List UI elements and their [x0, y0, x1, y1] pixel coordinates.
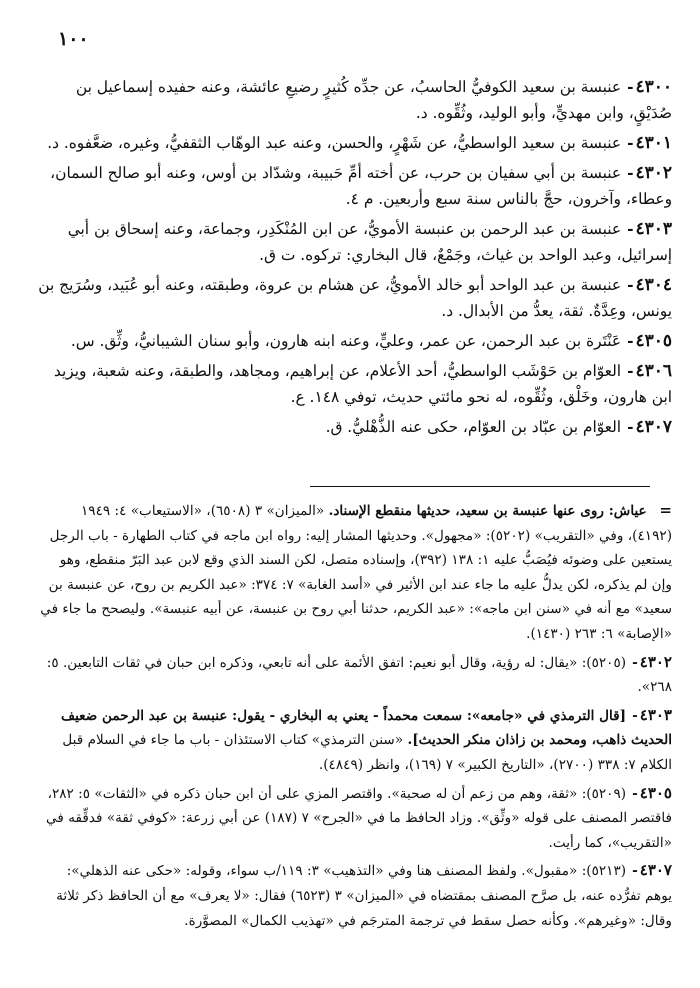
entry-number: ٤٣٠٢ — [635, 163, 672, 183]
entry: ٤٣٠٤-عنبسة بن عبد الواحد أبو خالد الأمويُّ، عن هشام بن عروة، وطبقته، وعنه أبو عُبَيد، وسُرَيج بن يونس، وعِدَّةٌ. ثقة، يعدُّ من الأبدال. د. — [38, 275, 672, 320]
footnote-text: (٥٢١٣): «مقبول». ولفظ المصنف هنا وفي «التذهيب» ٣: ١١٩/ب سواء، وقوله: «حكى عنه الذهلي»: يوهم تفرُّده عنه، بل صرَّح المصنف بمقتضاه في «الميزان» ٣ (٦٥٢٣) فقال: «لا يعرف» مع أن الحافظ ذكر ثلاثة وقال: «وغيرهم». وكأنه حصل سقط في ترجمة المترجَم في «تهذيب الكمال» المصوَّرة. — [56, 863, 672, 929]
entry: ٤٣٠٧-العوّام بن عبّاد بن العوّام، حكى عنه الذُّهْليُّ. ق. — [325, 417, 672, 437]
entry-text: عنبسة بن عبد الرحمن بن عنبسة الأمويُّ، عن ابن المُنْكَدِر، وجماعة، وعنه إسحاق بن أبي إسرائيل، وعبد الواحد بن غياث، وجَمْعٌ، قال البخاري: تركوه. ت ق. — [67, 220, 672, 264]
footnote-number: ٤٣٠٢ — [639, 652, 672, 671]
footnote — [36, 498, 672, 647]
entry: ٤٣٠٥-عَنْتَرة بن عبد الرحمن، عن عمر، وعليٍّ، وعنه ابنه هارون، وأبو سنان الشيبانيُّ، وثِّق. س. — [70, 331, 672, 351]
footnote-text: «سنن الترمذي» كتاب الاستئذان - باب ما جاء في السلام قبل الكلام ٧: ٣٣٨ (٢٧٠٠)، «التاريخ الكبير» ٧ (١٦٩)، وانظر (٤٨٤٩). — [62, 732, 672, 773]
entry-number: ٤٣٠٠ — [635, 77, 672, 97]
footnote-number: ٤٣٠٣ — [639, 705, 672, 724]
footnote-lead: عياش: روى عنها عنبسة بن سعيد، حديثها منقطع الإسناد. — [328, 503, 647, 519]
entry-number: ٤٣٠٦ — [635, 361, 672, 381]
footnote: ٤٣٠٢-(٥٢٠٥): «يقال: له رؤية، وقال أبو نعيم: اتفق الأئمة على أنه تابعي، وذكره ابن حبان في ثقات التابعين. ٥: ٢٦٨». — [46, 652, 672, 696]
page-number: ١٠٠ — [58, 28, 89, 50]
entry-text: عنبسة بن سعيد الكوفيُّ الحاسبُ، عن جدِّه كُثيرٍ رضيعِ عائشة، وعنه حفيده إسماعيل بن صُدَيْقٍ، وابن مهديٍّ، وأبو الوليد، وثُقِّوه. د. — [75, 78, 672, 122]
footnote-number: = — [659, 501, 672, 519]
entry: ٤٣٠٣-عنبسة بن عبد الرحمن بن عنبسة الأمويُّ، عن ابن المُنْكَدِر، وجماعة، وعنه إسحاق بن أبي إسرائيل، وعبد الواحد بن غياث، وجَمْعٌ، قال البخاري: تركوه. ت ق. — [67, 219, 672, 264]
entry: ٤٣٠٢-عنبسة بن أبي سفيان بن حرب، عن أخته أمِّ حَبيبة، وشدّاد بن أوس، وعنه أبو صالح السمان، وعطاء، وآخرون، حجَّ بالناس سنة سبع وأربعين. م ٤. — [50, 163, 672, 208]
entry-number: ٤٣٠٤ — [635, 275, 672, 295]
footnotes — [36, 498, 672, 936]
entry-text: عَنْتَرة بن عبد الرحمن، عن عمر، وعليٍّ، وعنه ابنه هارون، وأبو سنان الشيبانيُّ، وثِّق. س. — [70, 332, 622, 350]
entry-text: عنبسة بن أبي سفيان بن حرب، عن أخته أمِّ حَبيبة، وشدّاد بن أوس، وعنه أبو صالح السمان، وعطاء، وآخرون، حجَّ بالناس سنة سبع وأربعين. م ٤. — [50, 164, 672, 208]
footnote: ٤٣٠٣-[قال الترمذي في «جامعه»: سمعت محمداً - يعني به البخاري - يقول: عنبسة بن عبد الرحمن ضعيف الحديث ذاهب، ومحمد بن زاذان منكر الحديث]. «سنن الترمذي» كتاب الاستئذان - باب ما جاء في السلام قبل الكلام ٧: ٣٣٨ (٢٧٠٠)، «التاريخ الكبير» ٧ (١٦٩)، وانظر (٤٨٤٩). — [61, 705, 672, 773]
entry-text: العوّام بن عبّاد بن العوّام، حكى عنه الذُّهْليُّ. ق. — [325, 418, 622, 436]
entry-number: ٤٣٠١ — [635, 133, 672, 153]
entry-number: ٤٣٠٥ — [635, 331, 672, 351]
footnote-lead: [قال الترمذي في «جامعه»: سمعت محمداً - يعني به البخاري - يقول: عنبسة بن عبد الرحمن ضعيف الحديث ذاهب، ومحمد بن زاذان منكر الحديث]. — [61, 707, 672, 749]
entry-number: ٤٣٠٧ — [635, 417, 672, 437]
footnote-text: «الميزان» ٣ (٦٥٠٨)، «الاستيعاب» ٤: ١٩٤٩ (٤١٩٢)، وفي «التقريب» (٥٢٠٢): «مجهول». وحديثها المشار إليه: رواه ابن ماجه في كتاب الطهارة - باب الرجل يستعين على وضوئه فيُصَبُّ عليه ١: ١٣٨ (٣٩٢)، وإسناده متصل، لكن السند الذي وقع لابن عبد البَرّ منقطع، وهو وإن لم يذكره، لكن يدلُّ عليه ما جاء عند ابن الأثير في «أسد الغابة» ٧: ٣٧٤: «عبد الكريم بن روح، عن عنبسة بن سعيد» مع أنه في «سنن ابن ماجه»: «عبد الكريم، حدثنا أبي روح بن عنبسة، عن أبيه عنبسة». وليصحح ما جاء في «الإصابة» ٦: ٢٦٣ (١٤٣٠). — [40, 503, 672, 642]
footnote-divider — [310, 486, 650, 487]
entry-number: ٤٣٠٣ — [635, 219, 672, 239]
footnote-number: ٤٣٠٧ — [639, 861, 672, 880]
footnote-number: ٤٣٠٥ — [639, 783, 672, 802]
entry: ٤٣٠٠-عنبسة بن سعيد الكوفيُّ الحاسبُ، عن جدِّه كُثيرٍ رضيعِ عائشة، وعنه حفيده إسماعيل بن صُدَيْقٍ، وابن مهديٍّ، وأبو الوليد، وثُقِّوه. د. — [75, 77, 672, 122]
entry: ٤٣٠٦-العوّام بن حَوْشَب الواسطيُّ، أحد الأعلام، عن إبراهيم، ومجاهد، والطبقة، وعنه شعبة، ويزيد ابن هارون، وخَلْق، وثُقِّوه، له نحو مائتي حديث، توفي ١٤٨. ع. — [53, 361, 672, 406]
entry-text: عنبسة بن عبد الواحد أبو خالد الأمويُّ، عن هشام بن عروة، وطبقته، وعنه أبو عُبَيد، وسُرَيج بن يونس، وعِدَّةٌ. ثقة، يعدُّ من الأبدال. د. — [38, 276, 672, 320]
footnote-text: (٥٢٠٩): «ثقة، وهم من زعم أن له صحبة». واقتصر المزي على أن ابن حبان ذكره في «الثقات» ٥: ٢٨٢، فاقتصر المصنف على قوله «وثِّق». وزاد الحافظ ما في «الجرح» ٧ (١٨٧) عن أبي زرعة: «كوفي ثقة» فدقِّقه في «التقريب»، كما رأيت. — [46, 785, 672, 851]
entry: ٤٣٠١-عنبسة بن سعيد الواسطيُّ، عن شَهْرٍ، والحسن، وعنه عبد الوهّاب الثقفيُّ، وغيره، ضعَّفوه. د. — [47, 133, 672, 153]
footnote: ٤٣٠٥-(٥٢٠٩): «ثقة، وهم من زعم أن له صحبة». واقتصر المزي على أن ابن حبان ذكره في «الثقات» ٥: ٢٨٢، فاقتصر المصنف على قوله «وثِّق». وزاد الحافظ ما في «الجرح» ٧ (١٨٧) عن أبي زرعة: «كوفي ثقة» فدقِّقه في «التقريب»، كما رأيت. — [46, 783, 672, 851]
main-entries — [36, 74, 672, 444]
entry-text: عنبسة بن سعيد الواسطيُّ، عن شَهْرٍ، والحسن، وعنه عبد الوهّاب الثقفيُّ، وغيره، ضعَّفوه. د. — [47, 134, 622, 152]
footnote: ٤٣٠٧-(٥٢١٣): «مقبول». ولفظ المصنف هنا وفي «التذهيب» ٣: ١١٩/ب سواء، وقوله: «حكى عنه الذهلي»: يوهم تفرُّده عنه، بل صرَّح المصنف بمقتضاه في «الميزان» ٣ (٦٥٢٣) فقال: «لا يعرف» مع أن الحافظ ذكر ثلاثة وقال: «وغيرهم». وكأنه حصل سقط في ترجمة المترجَم في «تهذيب الكمال» المصوَّرة. — [56, 861, 672, 929]
entry-text: العوّام بن حَوْشَب الواسطيُّ، أحد الأعلام، عن إبراهيم، ومجاهد، والطبقة، وعنه شعبة، ويزيد ابن هارون، وخَلْق، وثُقِّوه، له نحو مائتي حديث، توفي ١٤٨. ع. — [53, 362, 672, 406]
footnote-text: (٥٢٠٥): «يقال: له رؤية، وقال أبو نعيم: اتفق الأئمة على أنه تابعي، وذكره ابن حبان في ثقات التابعين. ٥: ٢٦٨». — [46, 654, 672, 696]
